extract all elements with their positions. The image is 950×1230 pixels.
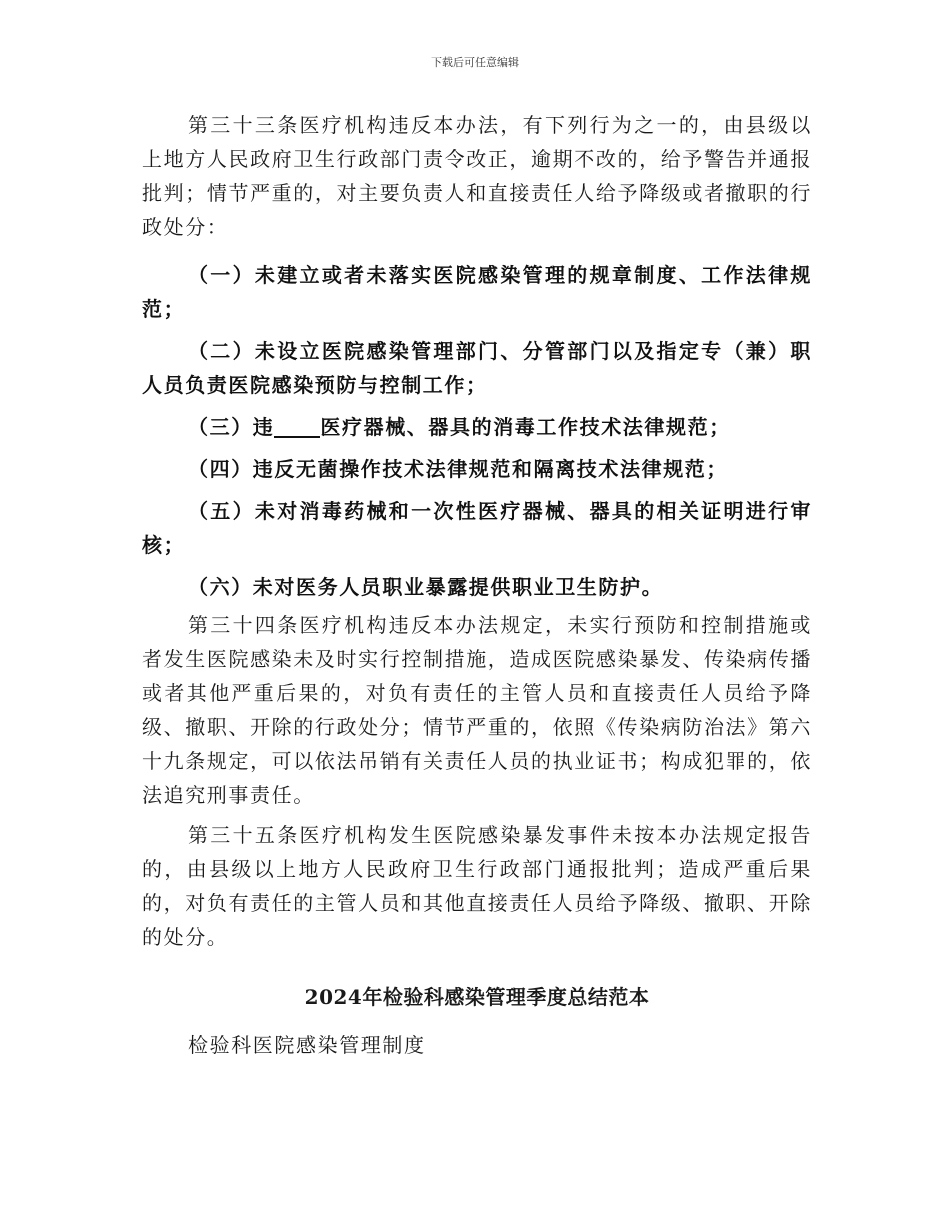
item-3-suffix: 医疗器械、器具的消毒工作技术法律规范； [320, 415, 731, 439]
article-33-item-1: （一）未建立或者未落实医院感染管理的规章制度、工作法律规范； [142, 263, 812, 321]
article-33-item-3 [142, 410, 812, 444]
article-33-item-5: （五）未对消毒药械和一次性医疗器械、器具的相关证明进行审核； [142, 499, 812, 557]
article-35: 第三十五条医疗机构发生医院感染暴发事件未按本办法规定报告的，由县级以上地方人民政府卫生行政部门通报批判；造成严重后果的，对负有责任的主管人员和其他直接责任人员给予降级、撤职、开除的处分。 [142, 823, 812, 949]
article-34: 第三十四条医疗机构违反本办法规定，未实行预防和控制措施或者发生医院感染未及时实行控制措施，造成医院感染暴发、传染病传播或者其他严重后果的，对负有责任的主管人员和直接责任人员给予降级、撤职、开除的行政处分；情节严重的，依照《传染病防治法》第六十九条规定，可以依法吊销有关责任人员的执业证书；构成犯罪的，依法追究刑事责任。 [142, 613, 812, 807]
section-title: 2024年检验科感染管理季度总结范本 [304, 985, 650, 1009]
article-33-item-4: （四）违反无菌操作技术法律规范和隔离技术法律规范； [188, 457, 728, 481]
article-33-item-6: （六）未对医务人员职业暴露提供职业卫生防护。 [188, 575, 664, 599]
article-33-item-2: （二）未设立医院感染管理部门、分管部门以及指定专（兼）职人员负责医院感染预防与控制工作； [142, 339, 812, 397]
page-header: 下载后可任意编辑 [431, 56, 519, 69]
section-subtitle: 检验科医院感染管理制度 [188, 1033, 426, 1057]
document-body [142, 108, 812, 1062]
fill-in-blank [274, 416, 320, 438]
article-33-intro: 第三十三条医疗机构违反本办法，有下列行为之一的，由县级以上地方人民政府卫生行政部门责令改正，逾期不改的，给予警告并通报批判；情节严重的，对主要负责人和直接责任人给予降级或者撤职的行政处分： [142, 113, 812, 239]
item-3-prefix: （三）违 [188, 415, 275, 439]
